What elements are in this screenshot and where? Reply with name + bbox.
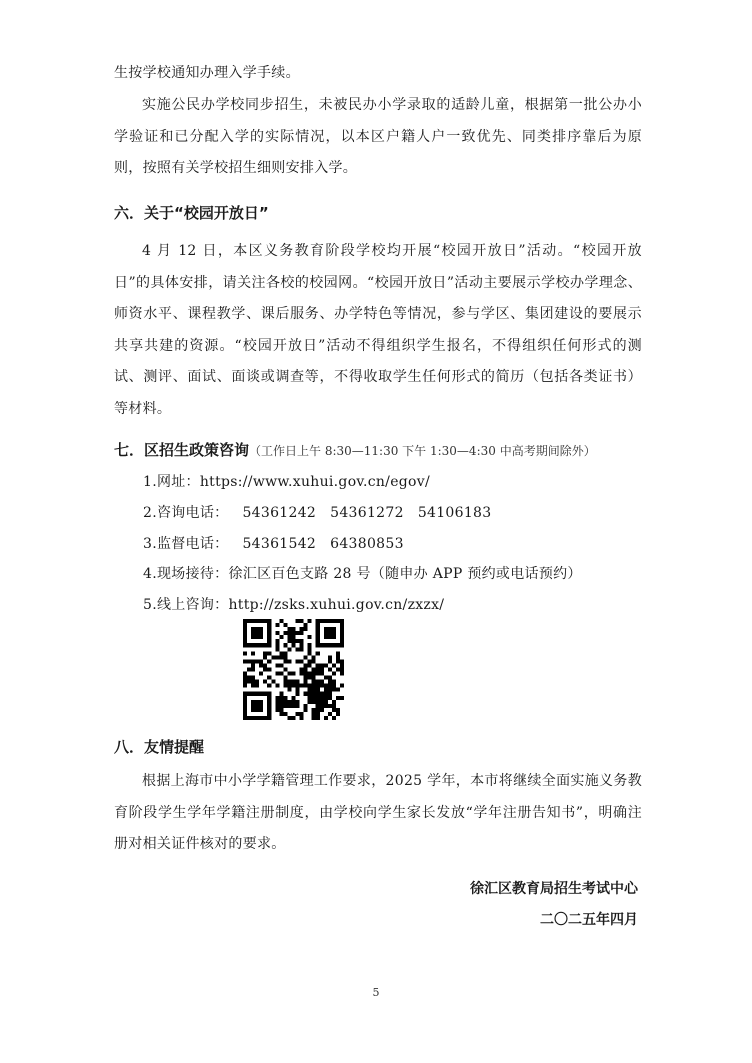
supervision-phone-label: 3.监督电话： [143,536,229,552]
section7-title: 七．区招生政策咨询 [114,441,250,459]
list-item-online-consult [143,594,444,616]
onsite-address: 徐汇区百色支路 28 号（随申办 APP 预约或电话预约） [228,566,582,582]
paragraph-public-private-enrollment: 实施公民办学校同步招生，未被民办小学录取的适龄儿童，根据第一批公办小学验证和已分配入学的实际情况，以本区户籍人户一致优先、同类排序靠后为原则，按照有关学校招生细则安排入学。 [114,97,642,176]
list-item-onsite-reception [143,563,582,585]
signature-org: 徐汇区教育局招生考试中心 [470,881,638,897]
website-link[interactable]: https://www.xuhui.gov.cn/egov/ [199,474,431,490]
section7-heading [114,439,596,462]
list-item-consult-phone [143,502,491,524]
online-consult-link[interactable]: http://zsks.xuhui.gov.cn/zxzx/ [228,597,445,613]
office-hours-note: （工作日上午 8:30—11:30 下午 1:30—4:30 中高考期间除外） [249,444,596,458]
signature-date: 二〇二五年四月 [540,912,638,928]
consult-phone-label: 2.咨询电话： [143,505,229,521]
page-number: 5 [372,986,380,999]
paragraph-enrollment-procedures: 生按学校通知办理入学手续。 [114,65,300,81]
section8-heading: 八．友情提醒 [114,738,205,756]
online-consult-label: 5.线上咨询： [143,597,229,613]
section6-body: 4 月 12 日，本区义务教育阶段学校均开展“校园开放日”活动。“校园开放日”的具体安排，请关注各校的校园网。“校园开放日”活动主要展示学校办学理念、师资水平、课程教学、课后服务、办学特色等情况，参与学区、集团建设的要展示共享共建的资源。“校园开放日”活动不得组织学生报名，不得组织任何形式的测试、测评、面试、面谈或调查等，不得收取学生任何形式的简历（包括各类证书）等材料。 [114,243,642,417]
section8-body: 根据上海市中小学学籍管理工作要求，2025 学年，本市将继续全面实施义务教育阶段学生学年学籍注册制度，由学校向学生家长发放“学年注册告知书”，明确注册对相关证件核对的要求。 [114,773,642,852]
qr-code-icon[interactable] [243,619,344,720]
consult-phone-3: 54106183 [417,505,492,521]
supervision-phone-2: 64380853 [330,536,404,552]
consult-phone-1: 54361242 [242,505,317,521]
section6-heading: 六．关于“校园开放日” [114,204,269,222]
onsite-label: 4.现场接待： [143,566,229,582]
list-item-supervision-phone [143,533,404,555]
list-item-website [143,471,430,493]
website-label: 1.网址： [143,474,200,490]
supervision-phone-1: 54361542 [242,536,317,552]
consult-phone-2: 54361272 [330,505,404,521]
